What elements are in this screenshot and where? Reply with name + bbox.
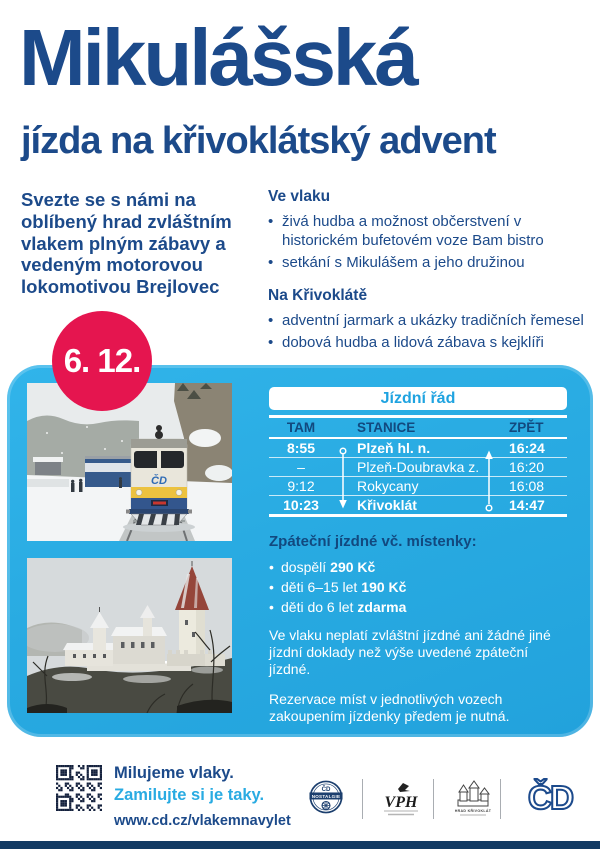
- timetable-title-bar: [269, 387, 567, 410]
- timetable: [269, 387, 567, 517]
- fares-heading: Zpáteční jízdné vč. místenky:: [269, 533, 477, 550]
- footer-taglines: [114, 764, 291, 829]
- info-column: [268, 188, 590, 367]
- page-subtitle: jízda na křivoklátský advent: [21, 120, 496, 162]
- table-row: 9:12 Rokycany 16:08: [269, 477, 567, 496]
- fares-list: [269, 559, 567, 615]
- hrad-krivoklat-logo: [446, 779, 500, 826]
- svg-text:ČD: ČD: [527, 779, 573, 817]
- list-item: • děti do 6 let zdarma: [269, 599, 407, 615]
- list-item: • setkání s Mikulášem a jeho družinou: [268, 254, 525, 272]
- svg-text:NOSTALGIE: NOSTALGIE: [311, 793, 341, 799]
- footer-url: www.cd.cz/vlakemnavylet: [114, 813, 291, 829]
- train-photo: [27, 383, 232, 541]
- tagline-primary: Milujeme vlaky.: [114, 764, 234, 782]
- list-item: • adventní jarmark a ukázky tradičních řemesel: [268, 312, 584, 330]
- logo-divider: [500, 779, 501, 819]
- bullet-icon: •: [269, 559, 274, 575]
- section-heading: Ve vlaku: [268, 188, 331, 205]
- table-row: – Plzeň-Doubravka z. 16:20: [269, 458, 567, 477]
- cd-logo: [518, 776, 582, 825]
- bullet-icon: •: [269, 599, 274, 615]
- list-item: • děti 6–15 let 190 Kč: [269, 579, 407, 595]
- qr-code: [56, 765, 102, 811]
- column-header-zpet: ZPĚT: [509, 420, 544, 435]
- intro-text: Svezte se s námi na oblíbený hrad zvláštním vlakem plným zábavy a vedeným motorovou lokomotivou Brejlovec: [21, 189, 232, 298]
- table-row: 8:55 Plzeň hl. n. 16:24: [269, 439, 567, 458]
- info-panel: [7, 365, 593, 771]
- panel-right-column: [269, 387, 567, 772]
- vph-logo: [376, 780, 426, 825]
- list-item: • dobová hudba a lidová zábava s kejklíři: [268, 334, 544, 352]
- note-validity: Ve vlaku neplatí zvláštní jízdné ani žádné jiné jízdní doklady než výše uvedené zpáteční jízdné.: [269, 627, 551, 678]
- castle-photo: [27, 558, 232, 713]
- note-sales: Prodej jízdenek v pokladnách ČD a na www.cd.cz/eshop od 11. 11. 2025.: [269, 737, 508, 771]
- bullet-icon: •: [268, 312, 274, 330]
- bullet-icon: •: [268, 254, 274, 272]
- bottom-accent-bar: [0, 841, 600, 849]
- svg-text:ČD: ČD: [321, 785, 331, 793]
- bullet-icon: •: [268, 334, 274, 352]
- bullet-icon: •: [268, 213, 274, 230]
- svg-text:ČD: ČD: [151, 475, 167, 487]
- page-title: Mikulášská: [19, 13, 416, 102]
- svg-text:VPH: VPH: [384, 794, 418, 811]
- list-item: • dospělí 290 Kč: [269, 559, 376, 575]
- table-row: 10:23 Křivoklát 14:47: [283, 497, 545, 513]
- note-reservation: Rezervace míst v jednotlivých vozech zakoupením jízdenky předem je nutná.: [269, 690, 510, 724]
- list-item: • živá hudba a možnost občerstvení v historickém bufetovém voze Bam bistro: [268, 213, 544, 250]
- timetable-title: Jízdní řád: [380, 389, 456, 407]
- logo-divider: [433, 779, 434, 819]
- svg-text:HRAD KŘIVOKLÁT: HRAD KŘIVOKLÁT: [454, 809, 492, 813]
- section-ve-vlaku: [268, 188, 590, 272]
- date-badge: 6. 12.: [52, 311, 152, 411]
- tagline-secondary: Zamilujte si je taky.: [114, 786, 265, 804]
- timetable-header-row: [269, 418, 567, 439]
- column-header-tam: TAM: [286, 420, 316, 435]
- column-header-stanice: STANICE: [357, 420, 416, 435]
- section-heading: Na Křivoklátě: [268, 287, 368, 305]
- logo-divider: [362, 779, 363, 819]
- section-na-krivoklate: [268, 287, 590, 352]
- bullet-icon: •: [269, 579, 274, 595]
- cd-nostalgie-logo: [309, 780, 343, 819]
